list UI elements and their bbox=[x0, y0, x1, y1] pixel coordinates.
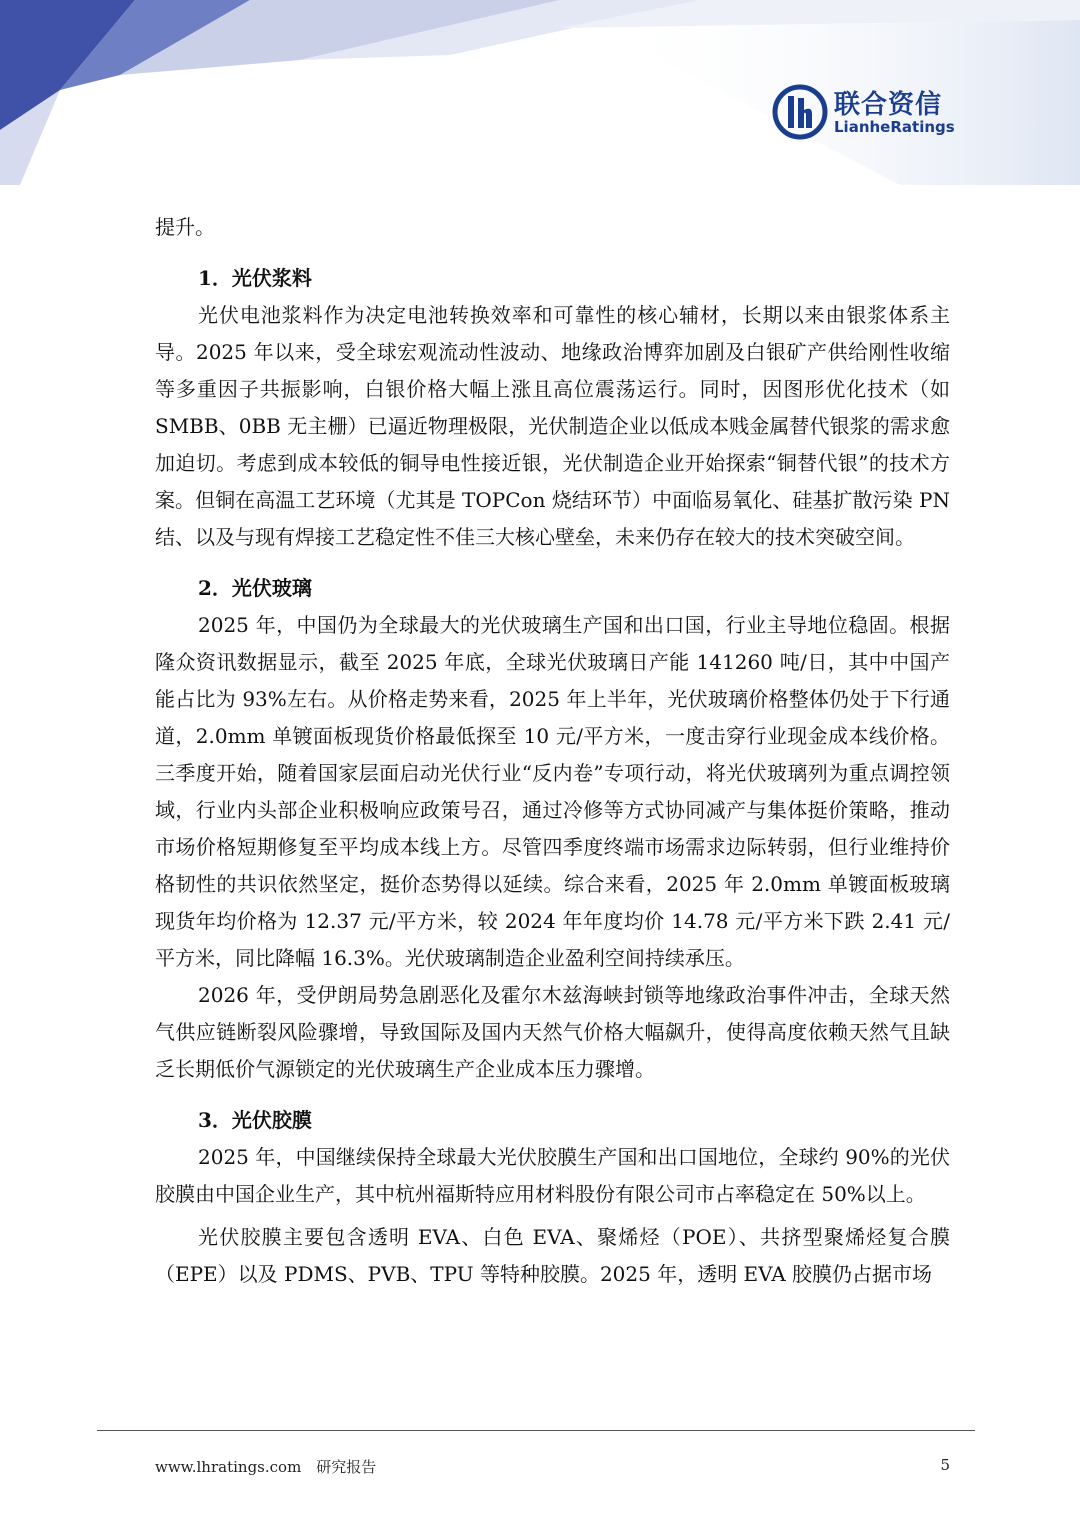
section-heading-glass: 2．光伏玻璃 bbox=[198, 576, 312, 600]
logo-english-text: LianheRatings bbox=[834, 118, 955, 136]
logo-chinese-text: 联合资信 bbox=[834, 90, 943, 120]
lianhe-logo-icon bbox=[772, 84, 828, 140]
section-heading-film: 3．光伏胶膜 bbox=[198, 1108, 312, 1132]
footer-site-label: www.lhratings.com 研究报告 bbox=[155, 1458, 377, 1476]
section-heading-paste: 1．光伏浆料 bbox=[198, 266, 312, 290]
footer-divider bbox=[97, 1430, 975, 1431]
document-body bbox=[155, 209, 950, 1293]
paragraph: 2026 年，受伊朗局势急剧恶化及霍尔木兹海峡封锁等地缘政治事件冲击，全球天然气供应链断裂风险骤增，导致国际及国内天然气价格大幅飙升，使得高度依赖天然气且缺乏长期低价气源锁定的光伏玻璃生产企业成本压力骤增。 bbox=[155, 983, 950, 1081]
paragraph: 光伏胶膜主要包含透明 EVA、白色 EVA、聚烯烃（POE）、共挤型聚烯烃复合膜（EPE）以及 PDMS、PVB、TPU 等特种胶膜。2025 年，透明 EVA 胶膜仍占据市场 bbox=[155, 1225, 950, 1286]
company-logo bbox=[772, 80, 972, 144]
page-number: 5 bbox=[940, 1456, 950, 1474]
paragraph: 光伏电池浆料作为决定电池转换效率和可靠性的核心辅材，长期以来由银浆体系主导。2025 年以来，受全球宏观流动性波动、地缘政治博弈加剧及白银矿产供给刚性收缩等多重因子共振影响，白银价格大幅上涨且高位震荡运行。同时，因图形优化技术（如 SMBB、0BB 无主栅）已逼近物理极限，光伏制造企业以低成本贱金属替代银浆的需求愈加迫切。考虑到成本较低的铜导电性接近银，光伏制造企业开始探索“铜替代银”的技术方案。但铜在高温工艺环境（尤其是 TOPCon 烧结环节）中面临易氧化、硅基扩散污染 PN 结、以及与现有焊接工艺稳定性不佳三大核心壁垒，未来仍存在较大的技术突破空间。 bbox=[155, 303, 950, 549]
paragraph: 2025 年，中国仍为全球最大的光伏玻璃生产国和出口国，行业主导地位稳固。根据隆众资讯数据显示，截至 2025 年底，全球光伏玻璃日产能 141260 吨/日，其中中国产能占比为 93%左右。从价格走势来看，2025 年上半年，光伏玻璃价格整体仍处于下行通道，2.0mm 单镀面板现货价格最低探至 10 元/平方米，一度击穿行业现金成本线价格。三季度开始，随着国家层面启动光伏行业“反内卷”专项行动，将光伏玻璃列为重点调控领域，行业内头部企业积极响应政策号召，通过冷修等方式协同减产与集体挺价策略，推动市场价格短期修复至平均成本线上方。尽管四季度终端市场需求边际转弱，但行业维持价格韧性的共识依然坚定，挺价态势得以延续。综合来看，2025 年 2.0mm 单镀面板玻璃现货年均价格为 12.37 元/平方米，较 2024 年年度均价 14.78 元/平方米下跌 2.41 元/平方米，同比降幅 16.3%。光伏玻璃制造企业盈利空间持续承压。 bbox=[155, 613, 950, 970]
continued-paragraph: 提升。 bbox=[155, 215, 215, 239]
paragraph: 2025 年，中国继续保持全球最大光伏胶膜生产国和出口国地位，全球约 90%的光伏胶膜由中国企业生产，其中杭州福斯特应用材料股份有限公司市占率稳定在 50%以上。 bbox=[155, 1145, 950, 1206]
